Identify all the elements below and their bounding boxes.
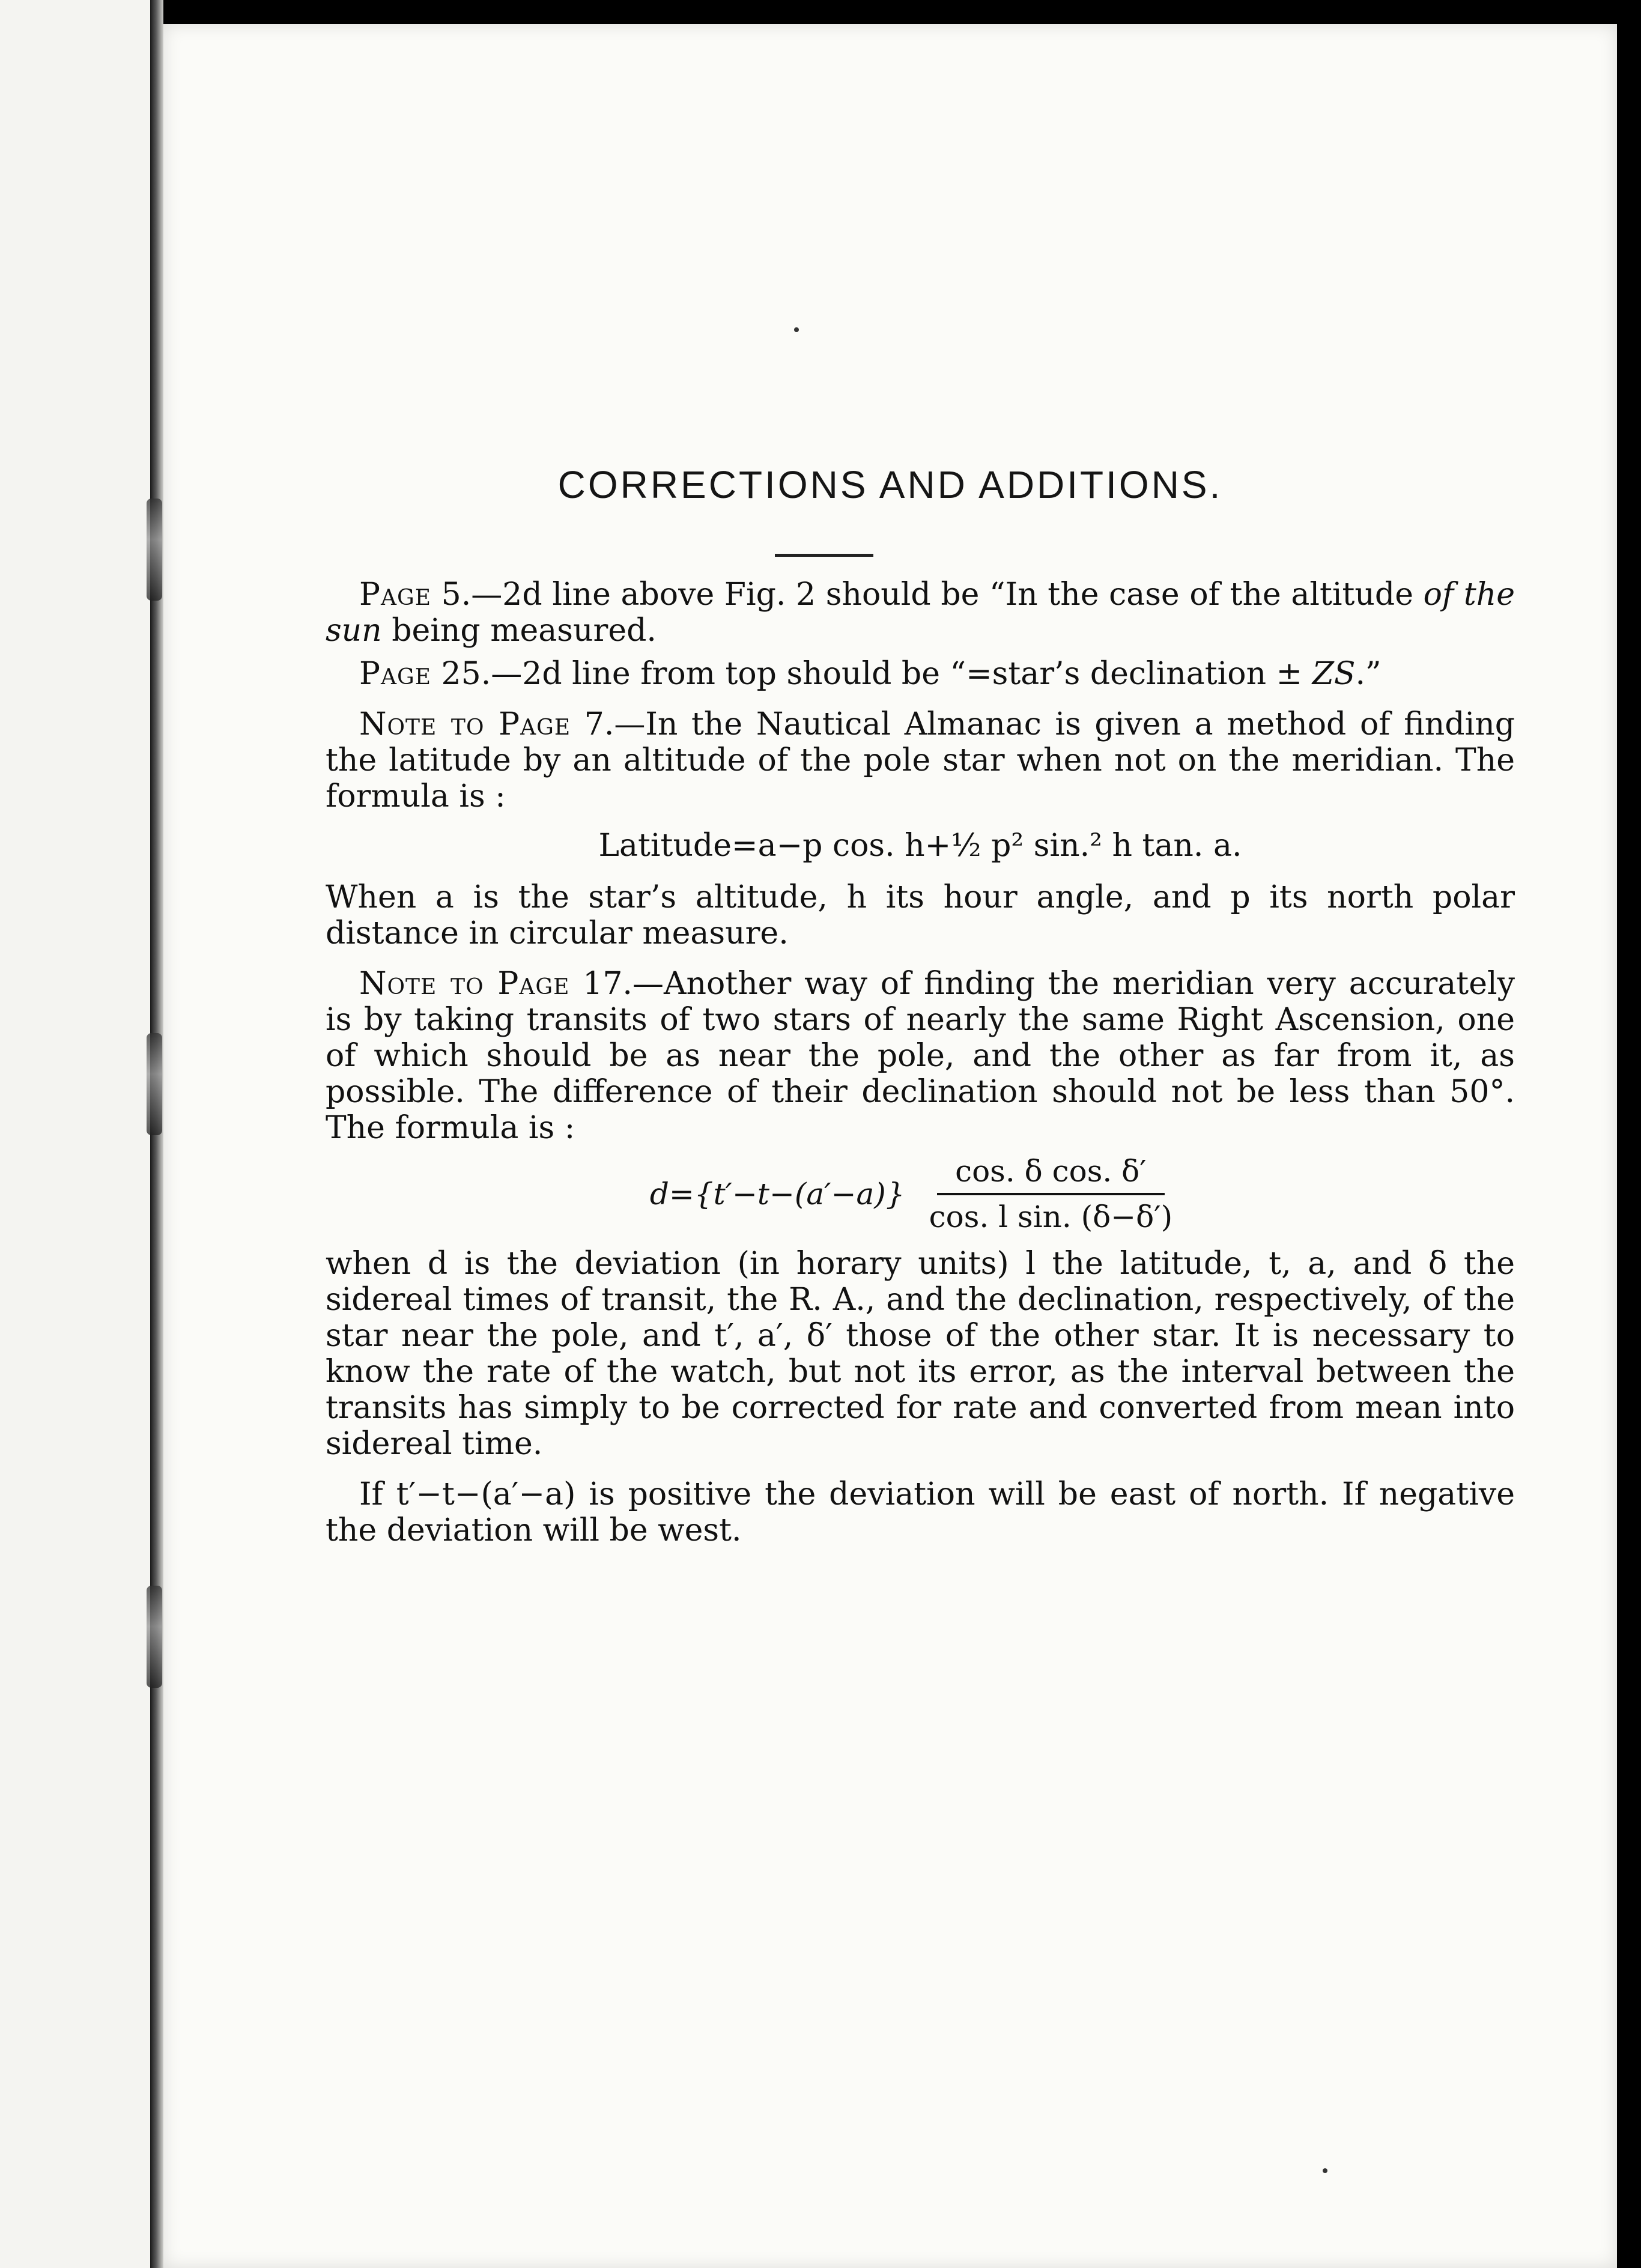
page-title: CORRECTIONS AND ADDITIONS. — [557, 463, 1223, 506]
paragraph-text: 5.—2d line above Fig. 2 should be “In the case of the altitude — [431, 577, 1424, 613]
paragraph-lead: Page — [359, 656, 432, 692]
formula-lhs: d={t′−t−(a′−a)} — [649, 1177, 905, 1211]
paragraph-formula2-explanation: when d is the deviation (in horary units) l the latitude, t, a, and δ the sidereal times of transit, the R. A., and the declination, respectively, of the star near the pole, and t′, a′, δ′ those of the other star. It is necessary to know the rate of the watch, but not its error, as the interval between the transits has simply to be corrected for rate and converted from mean into sidereal time. — [326, 1246, 1515, 1462]
latitude-formula: Latitude=a−p cos. h+½ p² sin.² h tan. a. — [598, 828, 1242, 864]
paragraph-final: If t′−t−(a′−a) is positive the deviation will be east of north. If negative the deviation will be west. — [326, 1476, 1515, 1548]
formula-numerator: cos. δ cos. δ′ — [937, 1153, 1165, 1195]
paragraph-lead: Page — [359, 577, 432, 613]
binding-thread-mark — [147, 499, 162, 601]
speck-mark — [1323, 2168, 1327, 2173]
binding-thread-mark — [147, 1586, 162, 1688]
paragraph-text: 7.—In the Nautical Almanac is given a method of finding the latitude by an altitude of the pole star when not on the meridian. The formula is : — [326, 706, 1515, 814]
paragraph-text: 17.—Another way of finding the meridian very accurately is by taking transits of two stars of nearly the same Right Ascension, one of which should be as near the pole, and the other as far from it, as possible. The difference of their declination should not be less than 50°. The formula is : — [326, 966, 1515, 1146]
paragraph-tail: .” — [1355, 656, 1382, 692]
paragraph-text: 25.—2d line from top should be “=star’s declination ± — [431, 656, 1312, 692]
paragraph-emphasis: ZS — [1312, 656, 1356, 692]
paragraph-formula1-explanation: When a is the star’s altitude, h its hour angle, and p its north polar distance in circular measure. — [326, 879, 1515, 951]
binding-thread-mark — [147, 1033, 162, 1135]
paragraph-note-page-17 — [326, 966, 1515, 1146]
text-body — [326, 577, 1515, 1563]
page-content — [163, 0, 1617, 2244]
paragraph-note-page-7 — [326, 706, 1515, 814]
paragraph-lead: Note to Page — [359, 966, 570, 1002]
paragraph-emphasis: of the sun — [326, 577, 1515, 649]
formula-fraction — [911, 1153, 1191, 1235]
speck-mark — [794, 327, 799, 332]
deviation-formula — [326, 1153, 1515, 1235]
paragraph-lead: Note to Page — [359, 706, 571, 742]
paragraph-page-5 — [326, 577, 1515, 649]
title-rule — [775, 554, 873, 557]
paragraph-page-25 — [326, 656, 1515, 692]
formula-denominator: cos. l sin. (δ−δ′) — [929, 1199, 1173, 1234]
paragraph-tail: being measured. — [381, 613, 657, 649]
left-page-edge — [0, 0, 150, 2268]
